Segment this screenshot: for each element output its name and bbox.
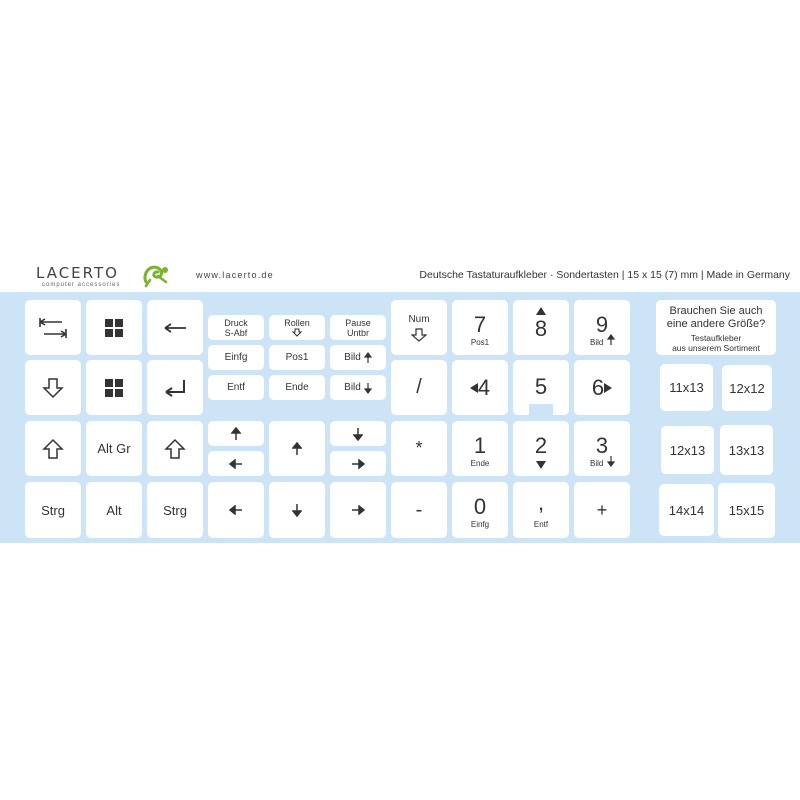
brand-logo: LACERTO <box>36 264 119 282</box>
key-9 <box>574 300 630 355</box>
key-arrow-down-small <box>330 421 386 446</box>
key-4 <box>452 360 508 415</box>
promo-line-4: aus unserem Sortiment <box>672 343 760 353</box>
key-comma <box>513 482 569 538</box>
key-1-sub: Ende <box>470 459 490 468</box>
promo-line-3: Testaufkleber <box>690 333 742 343</box>
key-shift-up <box>25 421 81 476</box>
arrow-up-icon <box>364 352 372 364</box>
key-comma-char: , <box>537 490 545 515</box>
enter-icon <box>162 378 188 398</box>
promo-box <box>656 300 776 355</box>
arrow-left-icon <box>162 322 188 334</box>
key-alt: Alt <box>86 482 142 538</box>
product-tagline: Deutsche Tastaturaufkleber · Sondertasten | 15 x 15 (7) mm | Made in Germany <box>419 269 790 281</box>
arrow-down-icon <box>292 503 302 517</box>
key-einfg: Einfg <box>208 345 264 370</box>
key-pause <box>330 315 386 340</box>
size-sample-12x12: 12x12 <box>722 365 772 411</box>
brand-url: www.lacerto.de <box>196 270 274 280</box>
key-0-digit: 0 <box>473 494 487 519</box>
key-slash: / <box>391 360 447 415</box>
key-sabf-label: S-Abf <box>224 327 248 338</box>
key-9-digit: 9 <box>595 312 609 337</box>
key-comma-sub: Entf <box>533 520 549 529</box>
windows-icon <box>105 379 123 397</box>
key-untbr-label: Untbr <box>346 327 369 338</box>
key-strg-right: Strg <box>147 482 203 538</box>
key-pause-label: Pause <box>345 317 371 328</box>
key-windows-2 <box>86 360 142 415</box>
key-pos1: Pos1 <box>269 345 325 370</box>
brand-subtitle: computer accessories <box>42 282 121 288</box>
arrow-right-icon <box>351 459 365 469</box>
key-5-notch <box>529 404 553 416</box>
key-arrow-left-small <box>208 451 264 476</box>
key-arrow-left <box>208 482 264 538</box>
key-5 <box>513 360 569 415</box>
key-windows <box>86 300 142 355</box>
key-4-digit: 4 <box>477 374 491 400</box>
arrow-up-icon <box>607 334 615 346</box>
triangle-up-icon <box>536 307 546 315</box>
key-2-digit: 2 <box>534 433 548 458</box>
size-sample-11x13: 11x13 <box>660 364 713 411</box>
key-0 <box>452 482 508 538</box>
key-star: * <box>391 421 447 476</box>
triangle-down-icon <box>536 461 546 469</box>
key-7 <box>452 300 508 355</box>
key-7-digit: 7 <box>473 312 487 337</box>
arrow-down-icon <box>353 427 363 441</box>
key-arrow-right-small <box>330 451 386 476</box>
key-shift-up-2 <box>147 421 203 476</box>
promo-line-2: eine andere Größe? <box>666 318 766 330</box>
key-druck <box>208 315 264 340</box>
key-num <box>391 300 447 355</box>
key-arrow-right <box>330 482 386 538</box>
tab-icon <box>38 316 68 340</box>
key-0-sub: Einfg <box>470 520 490 529</box>
key-strg-left: Strg <box>25 482 81 538</box>
size-sample-15x15: 15x15 <box>718 483 775 538</box>
key-3-sub: Bild <box>590 459 604 468</box>
triangle-right-icon <box>604 383 612 393</box>
key-minus: - <box>391 482 447 538</box>
hollow-arrow-down-icon <box>292 328 302 337</box>
arrow-right-icon <box>351 505 365 515</box>
key-3 <box>574 421 630 476</box>
arrow-up-icon <box>231 427 241 441</box>
arrow-up-icon <box>292 442 302 456</box>
key-rollen-label: Rollen <box>284 318 310 328</box>
size-sample-13x13: 13x13 <box>720 425 773 475</box>
key-8-digit: 8 <box>534 316 548 341</box>
key-enter <box>147 360 203 415</box>
key-tab <box>25 300 81 355</box>
key-8 <box>513 300 569 355</box>
key-5-digit: 5 <box>534 374 548 399</box>
key-shift-down <box>25 360 81 415</box>
promo-line-1: Brauchen Sie auch <box>669 305 763 317</box>
key-arrow-up-small <box>208 421 264 446</box>
arrow-left-icon <box>229 459 243 469</box>
triangle-left-icon <box>470 383 478 393</box>
key-1-digit: 1 <box>473 433 487 458</box>
size-sample-12x13: 12x13 <box>661 426 714 474</box>
hollow-arrow-down-icon <box>411 328 427 342</box>
key-entf: Entf <box>208 375 264 400</box>
key-backspace <box>147 300 203 355</box>
key-7-sub: Pos1 <box>470 338 490 347</box>
key-3-digit: 3 <box>595 433 609 458</box>
key-1 <box>452 421 508 476</box>
windows-icon <box>105 319 123 337</box>
key-bild-label: Bild <box>344 352 361 363</box>
arrow-left-icon <box>229 505 243 515</box>
arrow-down-icon <box>364 382 372 394</box>
hollow-arrow-down-icon <box>42 377 64 399</box>
key-plus: + <box>574 482 630 538</box>
hollow-arrow-up-icon <box>164 438 186 460</box>
size-sample-14x14: 14x14 <box>659 484 714 536</box>
gecko-logo-icon <box>140 262 174 288</box>
key-altgr: Alt Gr <box>86 421 142 476</box>
key-6 <box>574 360 630 415</box>
key-arrow-up <box>269 421 325 476</box>
hollow-arrow-up-icon <box>42 438 64 460</box>
arrow-down-icon <box>607 455 615 467</box>
key-9-sub: Bild <box>590 338 604 347</box>
key-bild-label-2: Bild <box>344 382 361 393</box>
key-rollen <box>269 315 325 340</box>
key-ende: Ende <box>269 375 325 400</box>
key-bild-down <box>330 375 386 400</box>
key-6-digit: 6 <box>591 374 605 400</box>
key-druck-label: Druck <box>224 317 248 328</box>
key-arrow-down <box>269 482 325 538</box>
key-bild-up <box>330 345 386 370</box>
key-num-label: Num <box>408 313 430 325</box>
key-2 <box>513 421 569 476</box>
